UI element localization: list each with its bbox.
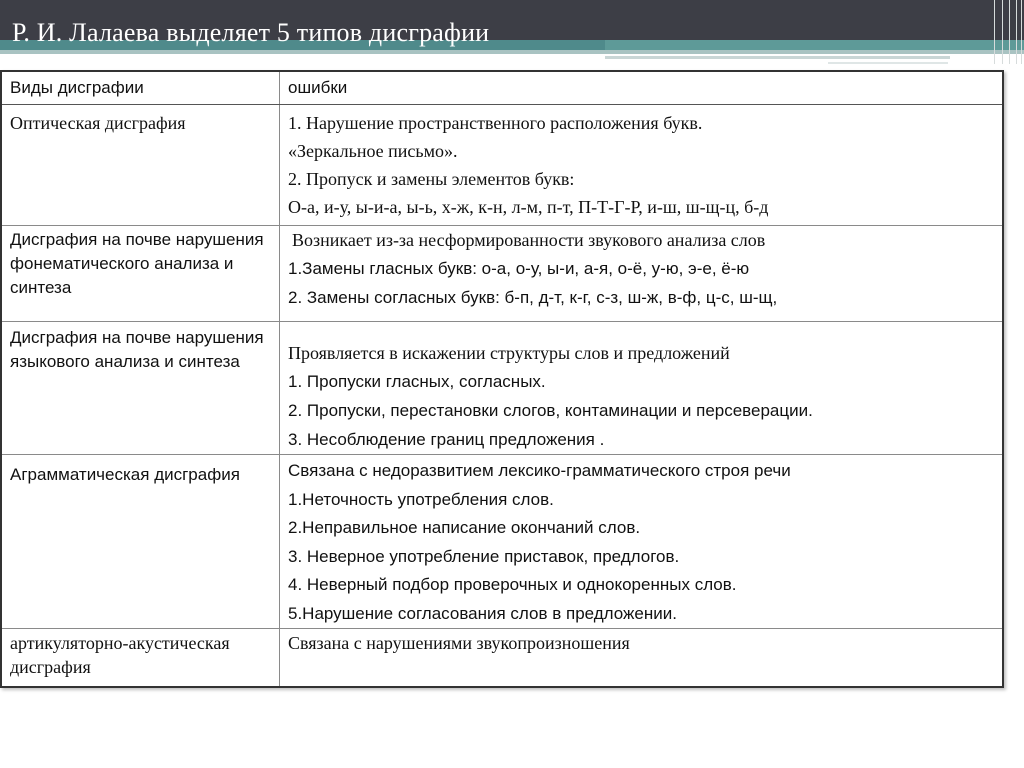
header-types: Виды дисграфии xyxy=(1,71,280,105)
table-row xyxy=(1,105,1003,226)
row-type: Дисграфия на почве нарушения фонематического анализа и синтеза xyxy=(1,226,280,322)
title-stripe xyxy=(605,56,950,59)
error-line: 5.Нарушение согласования слов в предложении. xyxy=(288,604,677,623)
table-row xyxy=(1,322,1003,455)
error-line: 3. Несоблюдение границ предложения . xyxy=(288,430,605,449)
error-line: 1.Неточность употребления слов. xyxy=(288,490,554,509)
row-errors xyxy=(280,455,1004,629)
row-type: Оптическая дисграфия xyxy=(1,105,280,226)
error-line: 2.Неправильное написание окончаний слов. xyxy=(288,518,641,537)
error-line: 4. Неверный подбор проверочных и однокоренных слов. xyxy=(288,575,737,594)
error-line: Возникает из-за несформированности звукового анализа слов xyxy=(292,230,766,250)
error-line: 1. Нарушение пространственного расположения букв. xyxy=(288,113,703,133)
error-line: 2. Замены согласных букв: б-п, д-т, к-г, с-з, ш-ж, в-ф, ц-с, ш-щ, xyxy=(288,288,778,307)
decorative-lines xyxy=(990,0,1024,64)
table-row xyxy=(1,226,1003,322)
row-errors xyxy=(280,322,1004,455)
header-errors: ошибки xyxy=(280,71,1004,105)
error-line: 2. Пропуск и замены элементов букв: xyxy=(288,169,575,189)
error-line: О-а, и-у, ы-и-а, ы-ь, х-ж, к-н, л-м, п-т, П-Т-Г-Р, и-ш, ш-щ-ц, б-д xyxy=(288,197,769,217)
title-stripe xyxy=(828,62,948,64)
row-errors xyxy=(280,226,1004,322)
title-stripe xyxy=(0,50,1024,54)
row-type: Дисграфия на почве нарушения языкового анализа и синтеза xyxy=(1,322,280,455)
dysgraphia-table xyxy=(0,70,1004,688)
error-line: 1.Замены гласных букв: о-а, о-у, ы-и, а-я, о-ё, у-ю, э-е, ё-ю xyxy=(288,259,750,278)
error-line: Связана с недоразвитием лексико-грамматического строя речи xyxy=(288,461,791,480)
error-line: «Зеркальное письмо». xyxy=(288,141,458,161)
error-line: Связана с нарушениями звукопроизношения xyxy=(288,633,630,653)
error-line: 3. Неверное употребление приставок, предлогов. xyxy=(288,547,680,566)
row-type: Аграмматическая дисграфия xyxy=(1,455,280,629)
row-errors xyxy=(280,629,1004,687)
table-row xyxy=(1,455,1003,629)
table-row xyxy=(1,629,1003,687)
row-errors xyxy=(280,105,1004,226)
slide-title: Р. И. Лалаева выделяет 5 типов дисграфии xyxy=(12,18,490,47)
error-line: 2. Пропуски, перестановки слогов, контаминации и персеверации. xyxy=(288,401,813,420)
table-header-row xyxy=(1,71,1003,105)
title-stripe xyxy=(605,40,1024,50)
error-line: 1. Пропуски гласных, согласных. xyxy=(288,372,546,391)
row-type: артикуляторно-акустическая дисграфия xyxy=(1,629,280,687)
error-line: Проявляется в искажении структуры слов и предложений xyxy=(288,343,730,363)
